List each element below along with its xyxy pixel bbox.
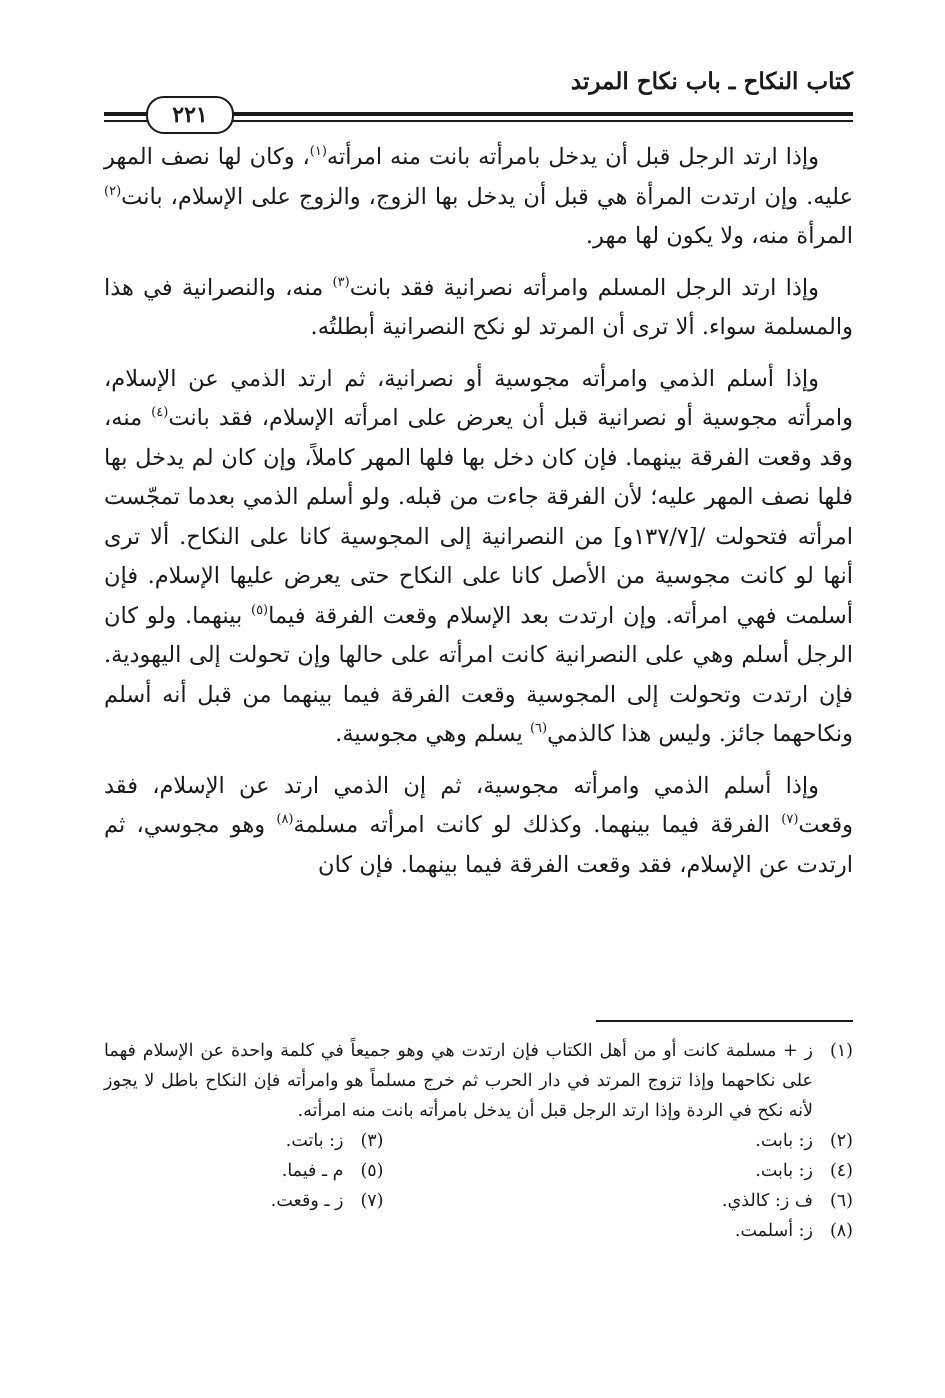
footnote-ref: (٤) bbox=[151, 405, 169, 420]
footnote-ref: (٢) bbox=[104, 183, 122, 199]
footnote-item: (٢) ز: بابت. bbox=[755, 1131, 853, 1151]
footnote-separator bbox=[596, 1020, 853, 1022]
main-text bbox=[104, 138, 853, 897]
footnote-item: (٤) ز: بابت. bbox=[755, 1161, 853, 1181]
footnote-ref: (٥) bbox=[250, 602, 269, 618]
footnote-item bbox=[104, 1036, 853, 1126]
footnote-number: (١) bbox=[829, 1041, 853, 1061]
page-number: ٢٢١ bbox=[146, 96, 234, 134]
paragraph: وإذا ارتد الرجل قبل أن يدخل بامرأته بانت منه امرأته$^{(١)}$، وكان لها نصف المهر عليه. وإن ارتدت المرأة هي قبل أن يدخل بها الزوج، والزوج على الإسلام، بانت$^{(٢)}$ المرأة منه، ولا يكون لها مهر. bbox=[104, 144, 853, 249]
footnote-item: (٥) م ـ فيما. bbox=[281, 1161, 384, 1181]
paragraph: وإذا أسلم الذمي وامرأته مجوسية، ثم إن الذمي ارتد عن الإسلام، فقد وقعت$^{(٧)}$ الفرقة فيما بينهما. وكذلك لو كانت امرأته مسلمة$^{(٨)}$ وهو مجوسي، ثم ارتدت عن الإسلام، فقد وقعت الفرقة فيما بينهما. فإن كان bbox=[104, 772, 853, 878]
footnote-ref: (٧) bbox=[781, 812, 799, 827]
footnote-item: (٣) ز: باتت. bbox=[285, 1131, 384, 1151]
footnote-text: ز + مسلمة كانت أو من أهل الكتاب فإن ارتدت هي وهو جميعاً في كلمة واحدة عن الإسلام فهما على نكاحهما وإذا تزوج المرتد في دار الحرب ثم خرج مسلماً هو وامرأته فإن النكاح باطل لا يجوز لأنه نكح في الردة وإذا ارتد الرجل قبل أن يدخل بامرأته بانت منه امرأته. bbox=[104, 1041, 813, 1121]
paragraph: وإذا ارتد الرجل المسلم وامرأته نصرانية فقد بانت$^{(٣)}$ منه، والنصرانية في هذا والمسلمة سواء. ألا ترى أن المرتد لو نكح النصرانية أبطلتُه. bbox=[104, 274, 853, 340]
footnote-ref: (٨) bbox=[276, 812, 294, 827]
footnote-item: (٧) ز ـ وقعت. bbox=[270, 1191, 384, 1211]
footnote-item: (٦) ف ز: كالذي. bbox=[721, 1191, 853, 1211]
chapter-title: كتاب النكاح ـ باب نكاح المرتد bbox=[570, 68, 853, 95]
paragraph: وإذا أسلم الذمي وامرأته مجوسية أو نصرانية، ثم ارتد الذمي عن الإسلام، وامرأته مجوسية أو نصرانية قبل أن يعرض على امرأته الإسلام، فقد بانت$^{(٤)}$ منه، وقد وقعت الفرقة بينهما. فإن كان دخل بها فلها المهر كاملاً، وإن كان لم يدخل بها فلها نصف المهر عليه؛ لأن الفرقة جاءت من قبله. ولو أسلم الذمي بعدما تمجّست امرأته فتحولت /[١٣٧/٧و] من النصرانية إلى المجوسية كانا على النكاح. ألا ترى أنها لو كانت مجوسية من الأصل كانا على النكاح حتى يعرض عليها الإسلام. فإن أسلمت فهي امرأته. وإن ارتدت بعد الإسلام وقعت الفرقة فيما$^{(٥)}$ بينهما. ولو كان الرجل أسلم وهي على النصرانية كانت امرأته على حالها وإن تحولت إلى اليهودية. فإن ارتدت وتحولت إلى المجوسية وقعت الفرقة فيما بينهما من قبل أنه أسلم ونكاحهما جائز. وليس هذا كالذمي$^{(٦)}$ يسلم وهي مجوسية. bbox=[104, 365, 853, 747]
footnote-ref: (٦) bbox=[529, 721, 548, 736]
footnote-item: (٨) ز: أسلمت. bbox=[734, 1221, 853, 1241]
footnote-grid bbox=[104, 1126, 853, 1246]
footnotes bbox=[104, 1036, 853, 1246]
footnote-ref: (١) bbox=[309, 144, 327, 159]
footnote-ref: (٣) bbox=[332, 274, 350, 290]
